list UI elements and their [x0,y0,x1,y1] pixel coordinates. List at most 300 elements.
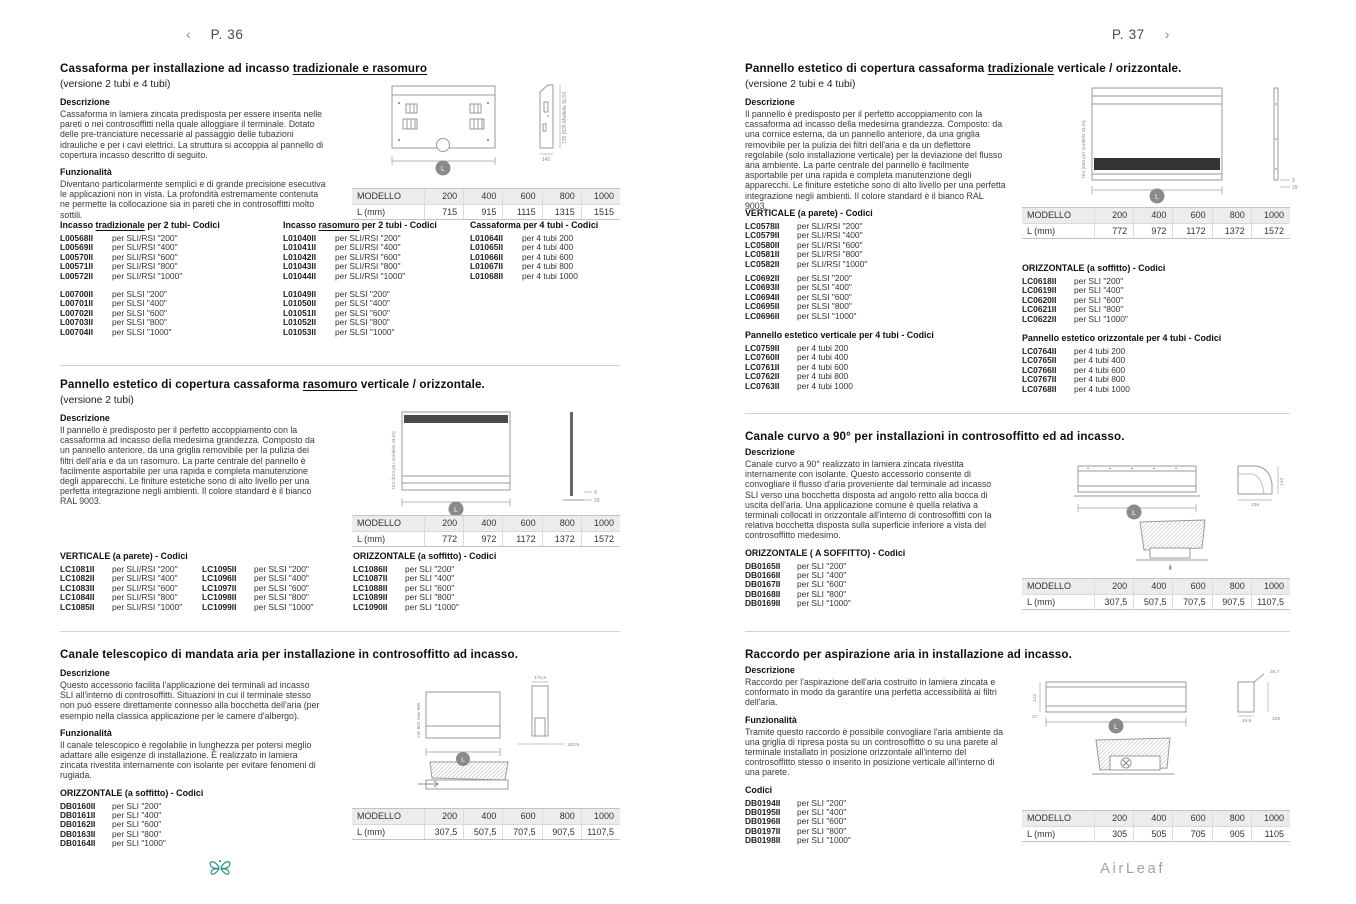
code: LC0763II [745,380,780,391]
code: DB0194II [745,797,781,808]
descrizione-text: Raccordo per l'aspirazione dell'aria costruito in lamiera zincata e conformato in modo da garantire una perfetta accessibilità ai filtri dell'aria. [745,677,997,708]
code: LC1083II [60,582,95,593]
table-header-size: 400 [463,516,502,531]
code-row [283,328,437,337]
code-description: per 4 tubi 800 [522,261,574,272]
code: LC0578II [745,221,780,231]
code-description: per SLI "1000" [1074,313,1128,324]
code-row [745,344,1015,353]
descrizione-text: Canale curvo a 90° realizzato in lamiera zincata rivestita internamente con isolante. Questo accessorio consente di convogliare il flusso d'aria proveniente dal terminale ad incasso SLI verso una bocchetta disposta ad angolo retto alla bocca di uscita dell'aria. Una applicazione comune è quella relativa a terminali collocati in orizzontale all'interno di controsoffitti con la relativa bocchetta disposta sulla superficie inferiore a vista del controsoffitto medesimo. [745,459,992,541]
code: DB0195II [745,807,781,818]
code: L00568II [60,233,94,243]
table-header-modello: MODELLO [357,811,402,821]
code-description: per SLSI "800" [254,592,309,603]
code-description: per 4 tubi 600 [522,251,574,262]
code-description: per SLI/RSI "600" [112,582,178,593]
table-header-size: 200 [1094,811,1133,826]
descrizione-label: Descrizione [60,668,110,678]
code-description: per 4 tubi 1000 [522,270,578,281]
code-row [1022,315,1302,324]
dimension-table [352,515,620,547]
table-header-size: 600 [502,809,541,824]
code-description: per SLI/RSI "1000" [112,270,183,281]
table-header-row [352,516,620,531]
code: LC0766II [1022,364,1057,375]
descrizione-label: Descrizione [745,665,795,675]
dimension-table [1022,578,1290,610]
code: DB0162II [60,819,96,830]
code-row [1022,305,1302,314]
code: L01050II [283,298,317,309]
code-description: per SLSI "600" [112,307,167,318]
code: LC0765II [1022,355,1057,366]
code-description: per SLI/RSI "200" [797,221,863,231]
code-description: per SLI "200" [112,800,162,811]
dimension-label: 144 [1280,477,1285,486]
dimension-label: 26,7 [1270,670,1280,675]
dimension-table [1022,207,1290,239]
codes-group-verticale [745,208,1015,391]
code-description: per SLSI "600" [335,307,390,318]
table-row-label: L (mm) [1027,226,1056,236]
code: L01040II [283,233,317,243]
code-row [745,827,1010,836]
dimension-label: 143 [1033,693,1038,702]
descrizione-label: Descrizione [60,413,110,423]
code-row [1022,366,1302,375]
code-row [745,817,1010,826]
dimension-label: 9 [1292,178,1295,184]
code-description: per SLI/RSI "200" [335,233,401,243]
table-header-row [1022,811,1290,826]
codes-group-heading: ORIZZONTALE (a soffitto) - Codici [1022,263,1166,273]
code: LC0620II [1022,294,1057,305]
code-description: per SLI "800" [797,588,847,599]
code-description: per SLI/RSI "1000" [797,258,868,269]
code: LC0767II [1022,374,1057,385]
table-header-size: 400 [463,189,502,204]
code-row [1022,356,1302,365]
section-subtitle: (versione 2 tubi e 4 tubi) [60,79,171,90]
code: LC0693II [745,282,780,293]
table-cell-value: 1105 [1251,827,1290,841]
code: LC0759II [745,343,780,354]
table-value-row [1022,594,1290,609]
table-header-size: 800 [542,516,581,531]
table-cell-value: 507,5 [1133,595,1172,609]
code: LC0761II [745,361,780,372]
table-header-size: 400 [1133,579,1172,594]
code-description: per SLI/RSI "200" [112,233,178,243]
code: LC0621II [1022,304,1057,315]
code-description: per SLSI "600" [797,291,852,302]
code-description: per SLSI "400" [254,573,309,584]
section-cassaforma-incasso [60,62,620,337]
codes-group-heading: ORIZZONTALE ( A SOFFITTO) - Codici [745,547,906,558]
codes-group-heading: Pannello estetico orizzontale per 4 tubi - Codici [1022,333,1222,344]
code-row [1022,277,1302,286]
code: L01051II [283,307,317,318]
code-description: per SLI "400" [1074,285,1124,296]
table-cell-value: 1372 [1212,224,1251,238]
code-description: per SLI "200" [797,797,847,808]
section-raccordo-aspirazione [745,648,1305,846]
length-badge-label: L [461,756,465,764]
dimension-label: min 802 max 990 [416,702,421,738]
code-description: per SLSI "1000" [335,326,395,337]
code-description: per SLI "600" [797,816,847,827]
code: LC0696II [745,310,780,321]
section-pannello-rasomuro [60,378,620,612]
table-cell-value: 772 [1094,224,1133,238]
table-row-label: L (mm) [357,534,386,544]
code: LC0619II [1022,285,1057,296]
code-description: per SLI "1000" [112,838,166,849]
table-header-row [352,809,620,824]
code-row [60,603,202,612]
code-description: per SLI "800" [797,825,847,836]
code-description: per 4 tubi 200 [522,233,574,243]
section-title: Raccordo per aspirazione aria in installazione ad incasso. [745,648,1072,661]
table-cell-value: 1315 [542,205,581,219]
table-header-row [352,189,620,204]
table-header-modello: MODELLO [1027,581,1072,591]
table-cell-value: 307,5 [424,825,463,839]
section-canale-curvo [745,430,1305,609]
code: L00702II [60,307,94,318]
page-number-right: P. 37 [1112,26,1145,42]
table-value-row [352,531,620,546]
code: L01052II [283,317,317,328]
section-divider [60,365,620,366]
funzionalita-text: Il canale telescopico è regolabile in lunghezza per potersi meglio adattare alle esigenze di installazione. È realizzato in lamiera zincata rivestita internamente con isolante per evitare fenomeni di rugiada. [60,739,316,781]
table-header-size: 200 [424,189,463,204]
table-header-row [1022,579,1290,594]
length-badge-label: L [1114,723,1118,731]
dimension-label: 27 [1032,715,1038,720]
code: LC0768II [1022,383,1057,394]
code-description: per SLI "600" [405,582,455,593]
code-row [745,372,1015,381]
code: LC0764II [1022,346,1057,357]
code-description: per SLSI "800" [797,301,852,312]
code-row [745,260,1015,269]
code-row [745,353,1015,362]
code-description: per SLSI "800" [112,317,167,328]
funzionalita-text: Tramite questo raccordo è possibile convogliare l'aria ambiente da una griglia di ripresa posta su un controsoffitto o su una parete al terminale installato in posizione orizzontale all'interno del controsoffitto stesso o inserito in posizione verticale all'interno di una parete. [745,726,1004,778]
code: LC0760II [745,352,780,363]
section-title: Cassaforma per installazione ad incasso tradizionale e rasomuro [60,62,428,75]
technical-drawing-canale-curvo [1070,452,1305,574]
next-page-icon[interactable]: › [1164,26,1170,42]
code-row [745,836,1010,845]
code-description: per SLSI "600" [254,582,309,593]
table-header-size: 600 [1172,579,1211,594]
table-header-size: 1000 [1251,208,1290,223]
length-badge-label: L [441,165,445,173]
codes-group-heading: Incasso tradizionale per 2 tubi- Codici [60,220,220,230]
table-cell-value: 1172 [1172,224,1211,238]
section-title: Canale telescopico di mandata aria per installazione in controsoffitto ad incasso. [60,648,519,661]
code: L01049II [283,289,317,300]
code-description: per SLI "400" [112,810,162,821]
code-row [60,811,322,820]
code-description: per SLI/RSI "800" [112,592,178,603]
section-title: Canale curvo a 90° per installazioni in controsoffitto ed ad incasso. [745,430,1125,443]
code: DB0196II [745,816,781,827]
code-description: per 4 tubi 200 [1074,346,1126,357]
table-cell-value: 707,5 [1172,595,1211,609]
table-header-size: 600 [502,516,541,531]
code: L01043II [283,261,317,272]
section-canale-telescopico [60,648,620,849]
table-header-size: 1000 [581,516,620,531]
code-description: per 4 tubi 1000 [1074,383,1130,394]
table-header-modello: MODELLO [1027,813,1072,823]
code-description: per SLI "1000" [405,601,459,612]
table-cell-value: 972 [463,532,502,546]
table-header-size: 200 [1094,208,1133,223]
code-description: per SLI "400" [797,807,847,818]
code-description: per 4 tubi 600 [797,361,849,372]
code: L00569II [60,242,94,253]
code: LC1081II [60,564,95,574]
code-row [60,328,220,337]
code: DB0197II [745,825,781,836]
codes-group-heading: ORIZZONTALE (a soffitto) - Codici [353,551,497,561]
section-divider [745,413,1290,414]
technical-drawing-cassaforma [390,82,620,182]
code-description: per SLSI "200" [254,564,309,574]
table-header-size: 400 [1133,811,1172,826]
code-row [745,562,997,571]
code: LC1084II [60,592,95,603]
code-description: per SLI/RSI "600" [112,251,178,262]
code: L01053II [283,326,317,337]
code-description: per 4 tubi 800 [797,371,849,382]
code-description: per 4 tubi 800 [1074,374,1126,385]
code: LC0580II [745,239,780,250]
descrizione-label: Descrizione [745,97,795,107]
table-header-size: 600 [1172,811,1211,826]
table-header-modello: MODELLO [357,191,402,201]
code: L01064II [470,233,504,243]
code: L00701II [60,298,94,309]
code-description: per SLI "800" [112,828,162,839]
code: LC1087II [353,573,388,584]
code-row [745,274,1015,283]
funzionalita-label: Funzionalità [60,167,112,178]
code-description: per SLI/RSI "800" [335,261,401,272]
code: LC0692II [745,273,780,284]
code: DB0160II [60,800,96,811]
code: DB0198II [745,835,781,846]
code-row [1022,296,1302,305]
table-cell-value: 972 [1133,224,1172,238]
code-description: per SLI/RSI "800" [112,261,178,272]
code-description: per 4 tubi 200 [797,343,849,354]
code: DB0168II [745,588,781,599]
code-description: per 4 tubi 400 [522,242,574,253]
table-cell-value: 907,5 [1212,595,1251,609]
table-row-label: L (mm) [357,207,386,217]
code: L01066II [470,251,504,262]
table-cell-value: 705 [1172,827,1211,841]
codes-group-heading: Pannello estetico verticale per 4 tubi - Codici [745,330,934,341]
codes-group-heading: VERTICALE (a parete) - Codici [745,208,873,218]
table-row-label: L (mm) [1027,829,1056,839]
table-header-size: 1000 [1251,579,1290,594]
dimension-table [1022,810,1290,842]
code-description: per SLI "400" [797,570,847,581]
code-description: per SLSI "400" [797,282,852,293]
descrizione-label: Descrizione [745,447,795,457]
code-row [745,382,1015,391]
code-description: per SLI/RSI "400" [112,573,178,584]
table-header-modello: MODELLO [1027,210,1072,220]
code-row [745,363,1015,372]
code-description: per SLI/RSI "600" [797,239,863,250]
length-badge-label: L [1155,193,1159,201]
brand-wordmark: AirLeaf [1100,860,1166,877]
table-header-size: 1000 [581,809,620,824]
length-badge-label: L [1132,509,1136,517]
code-description: per SLSI "200" [335,289,390,300]
technical-drawing-canale-telescopico [412,666,620,804]
code: DB0161II [60,810,96,821]
code-row [60,839,322,848]
code-description: per 4 tubi 400 [797,352,849,363]
prev-page-icon[interactable]: ‹ [186,26,191,42]
table-cell-value: 1572 [581,532,620,546]
table-cell-value: 707,5 [502,825,541,839]
code: L00703II [60,317,94,328]
funzionalita-label: Funzionalità [60,727,112,738]
code-row [1022,375,1302,384]
code: DB0167II [745,579,781,590]
code-description: per SLI/RSI "400" [335,242,401,253]
table-cell-value: 305 [1094,827,1133,841]
code-description: per SLI "400" [405,573,455,584]
code: LC1098II [202,592,237,603]
code: L00571II [60,261,94,272]
code: DB0169II [745,598,781,609]
dimension-label: 29 [594,498,600,504]
code-description: per SLSI "800" [335,317,390,328]
table-header-size: 800 [1212,208,1251,223]
dimension-label: 725 (535 Modello SLSI) [562,91,568,144]
codes-group-verticale [60,551,314,612]
dimension-label: 723 (523 per modello SLSI) [392,431,397,490]
table-header-size: 400 [463,809,502,824]
code-description: per SLSI "200" [797,273,852,284]
code: LC1082II [60,573,95,584]
table-header-size: 200 [424,516,463,531]
code: LC0695II [745,301,780,312]
funzionalita-text: Diventano particolarmente semplici e di grande precisione esecutiva le applicazioni non in vista. La profondità estremamente contenuta ne permette la collocazione sia in pareti che in controsoffitti molto sottili. [60,179,326,220]
table-header-size: 1000 [1251,811,1290,826]
code-row [60,272,220,281]
code-description: per SLSI "1000" [254,601,314,612]
code: L01041II [283,242,317,253]
code-description: per 4 tubi 400 [1074,355,1126,366]
code-description: per SLI "200" [1074,276,1124,286]
code: L01044II [283,270,317,281]
code: L01068II [470,270,504,281]
code-description: per SLI "200" [405,564,455,574]
dimension-label: 9 [594,490,597,496]
code-description: per SLI "600" [797,579,847,590]
code: LC0622II [1022,313,1057,324]
code-description: per SLI/RSI "600" [335,251,401,262]
code: LC1089II [353,592,388,603]
table-header-size: 200 [1094,579,1133,594]
code-row [202,603,314,612]
code-row [745,590,997,599]
codes-group-orizzontale [1022,263,1302,394]
funzionalita-label: Funzionalità [745,714,797,725]
code-description: per SLI "200" [797,560,847,571]
dimension-label: 108 [1272,717,1281,722]
code: LC1099II [202,601,237,612]
code-description: per 4 tubi 1000 [797,380,853,391]
code: L01067II [470,261,504,272]
technical-drawing-pannello-tradizionale [1078,84,1305,204]
code-description: per SLI/RSI "1000" [335,270,406,281]
code-row [745,799,1010,808]
code-row [353,603,496,612]
code-row [745,580,997,589]
section-subtitle: (versione 2 tubi) [60,395,134,406]
table-header-size: 800 [1212,811,1251,826]
codes-group-rasomuro [283,220,437,337]
code-description: per SLI/RSI "800" [797,249,863,260]
code: LC0579II [745,230,780,241]
code: L00700II [60,289,94,300]
code: LC1095II [202,564,237,574]
table-cell-value: 1172 [502,532,541,546]
code-row [745,293,1015,302]
table-header-row [1022,208,1290,223]
code: L00704II [60,326,94,337]
code-description: per SLI "1000" [797,598,851,609]
table-header-size: 800 [542,189,581,204]
page-nav-left [186,26,243,42]
dimension-label: 100,5 [567,743,580,748]
table-row-label: L (mm) [357,827,386,837]
code-row [745,283,1015,292]
code: LC1096II [202,573,237,584]
section-divider [60,631,620,632]
code: DB0163II [60,828,96,839]
dimension-label: 754 (553 per modello SLSI) [1082,120,1087,179]
code: DB0165II [745,560,781,571]
code-description: per SLI/RSI "200" [112,564,178,574]
code-row [1022,286,1302,295]
section-pannello-tradizionale [745,62,1305,394]
code-row [745,312,1015,321]
butterfly-logo-icon [207,856,233,885]
code-description: per SLI "600" [1074,294,1124,305]
table-cell-value: 1107,5 [581,825,620,839]
table-header-modello: MODELLO [357,518,402,528]
code-row [60,830,322,839]
table-cell-value: 507,5 [463,825,502,839]
section-divider [745,631,1290,632]
code-row [745,222,1015,231]
code-row [1022,347,1302,356]
code: LC1097II [202,582,237,593]
